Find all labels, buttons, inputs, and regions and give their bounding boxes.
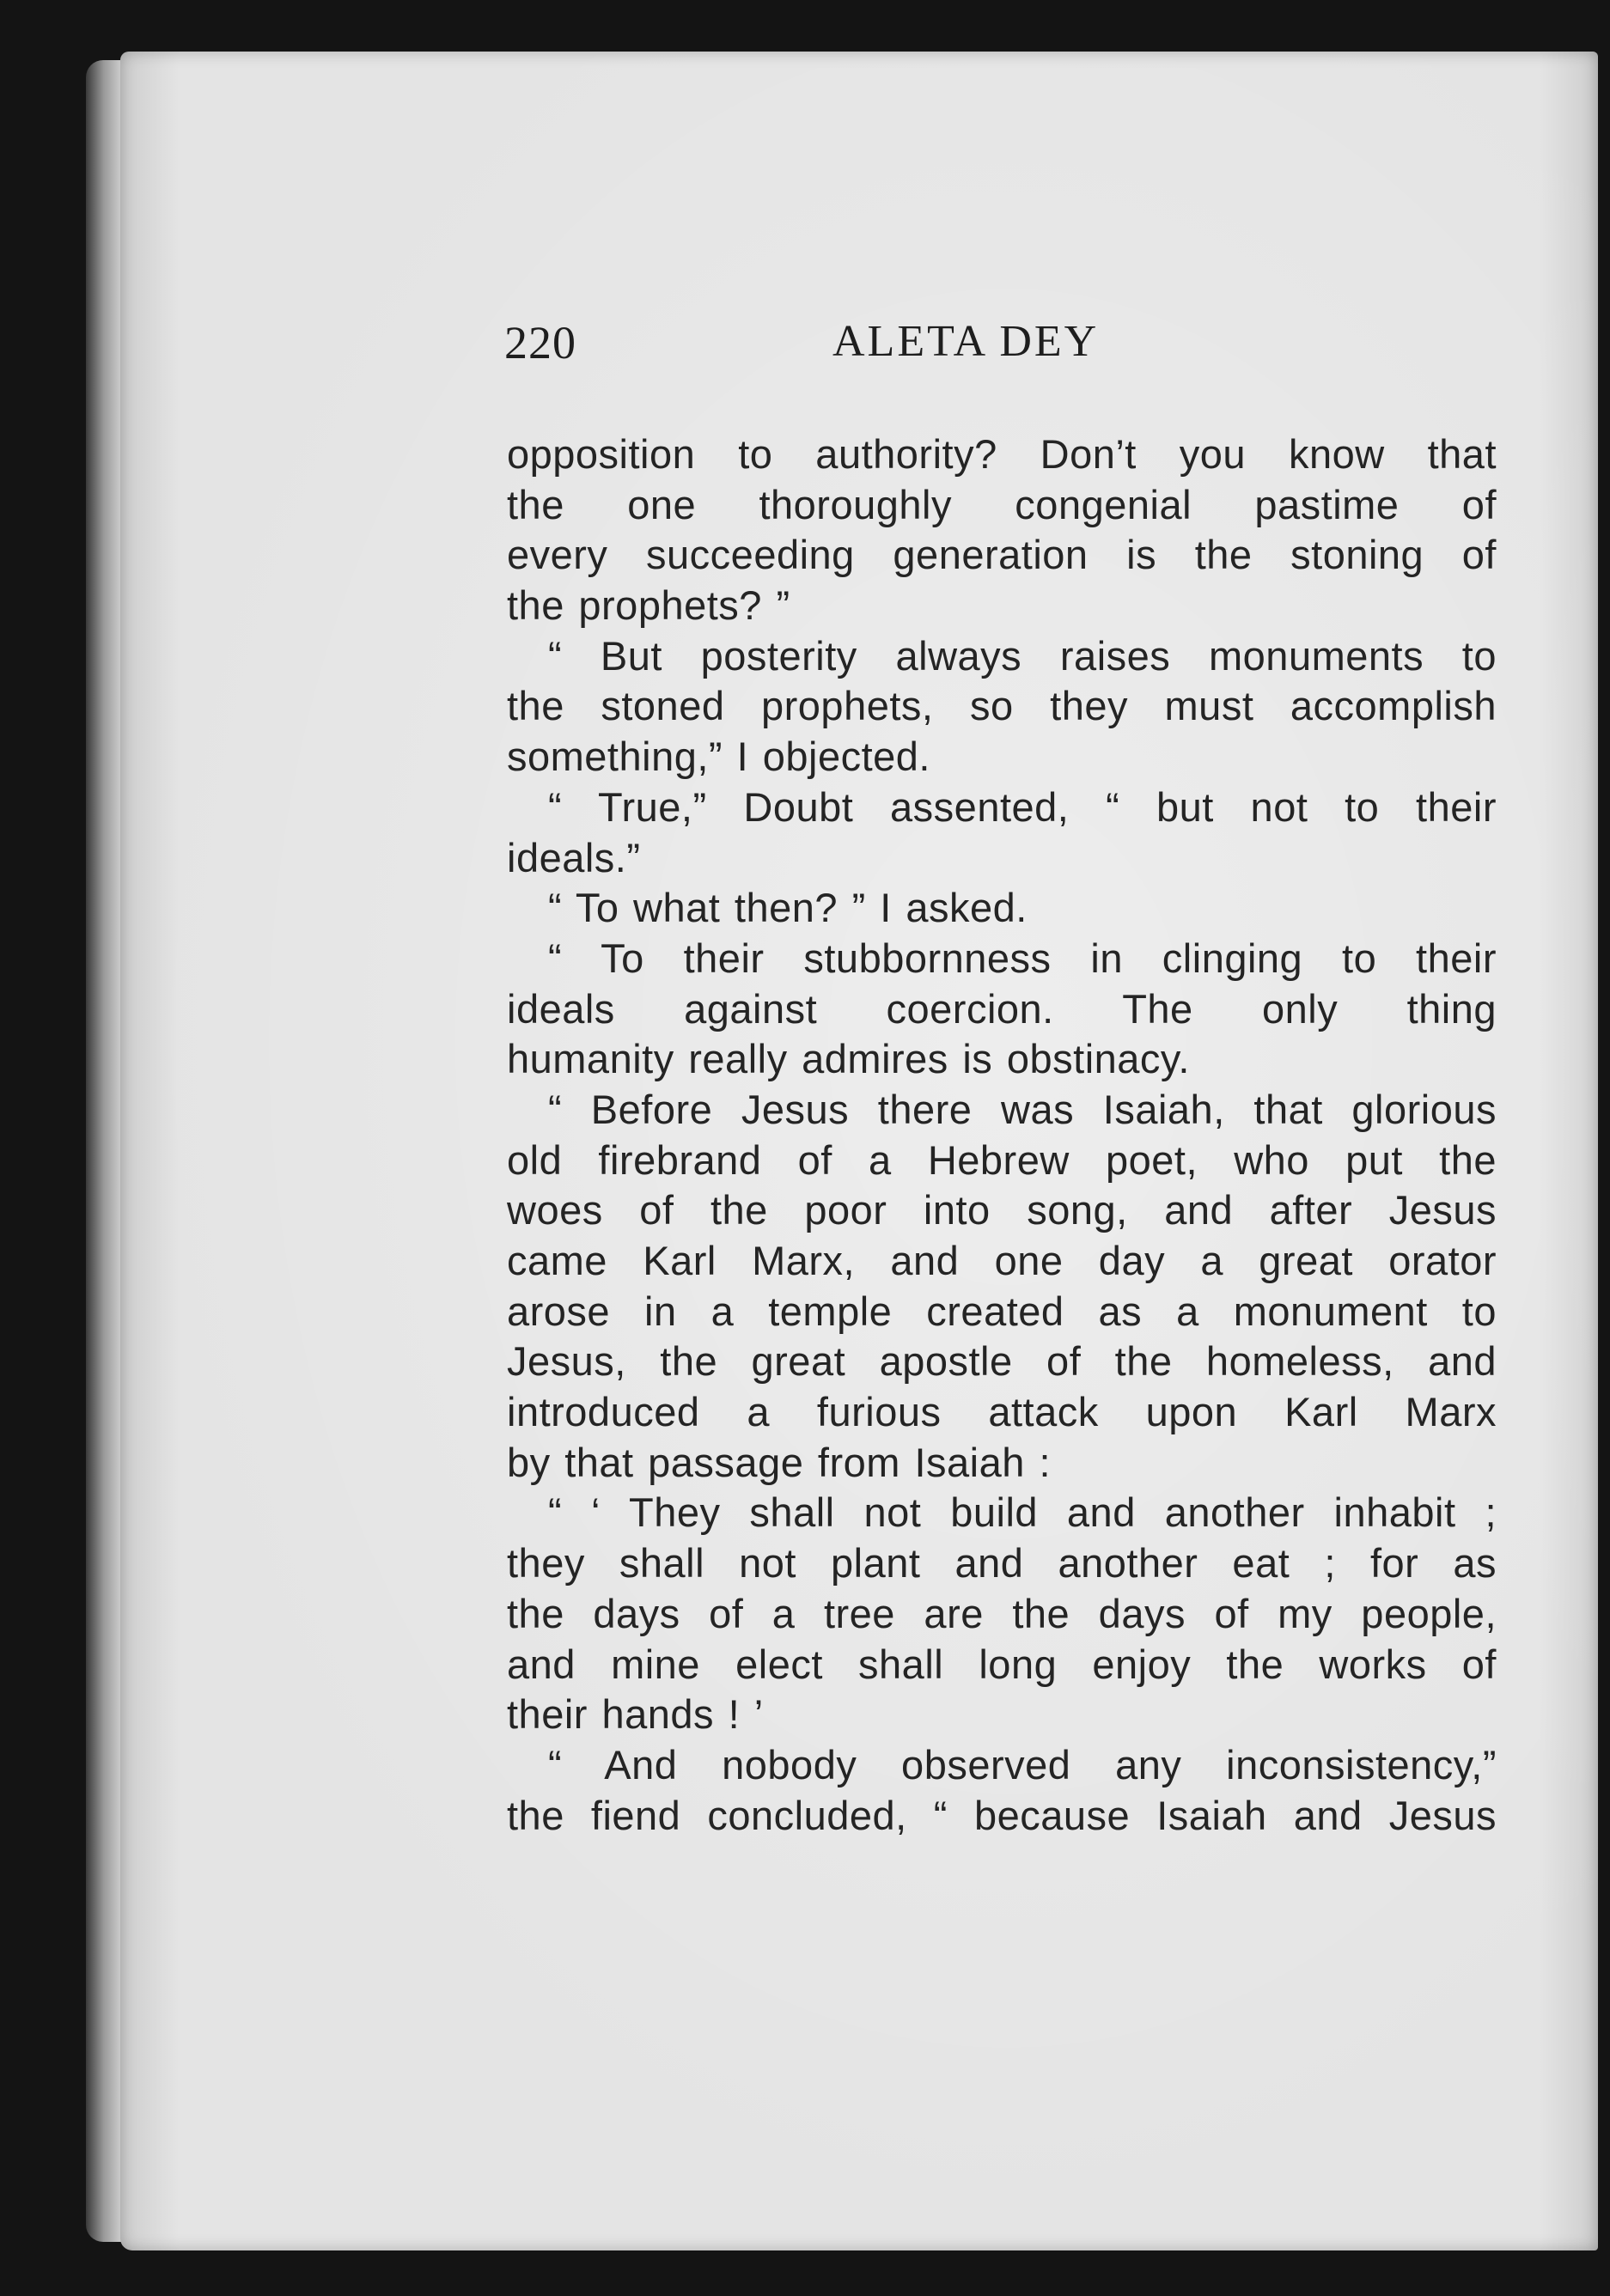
text-line: the fiend concluded, “ because Isaiah and Jesus [507, 1792, 1497, 1838]
text-line: the stoned prophets, so they must accomplish [507, 683, 1497, 729]
text-line: “ But posterity always raises monuments to [548, 632, 1497, 679]
text-line: ideals against coercion. The only thing [507, 985, 1497, 1032]
text-line: and mine elect shall long enjoy the works of [507, 1641, 1497, 1687]
text-line: the prophets? ” [507, 582, 790, 629]
text-line: introduced a furious attack upon Karl Marx [507, 1389, 1497, 1435]
text-line: “ True,” Doubt assented, “ but not to their [548, 783, 1497, 830]
page-number: 220 [504, 317, 576, 368]
text-line: “ Before Jesus there was Isaiah, that glorious [548, 1086, 1497, 1132]
text-line: opposition to authority? Don’t you know that [507, 431, 1497, 477]
text-line: their hands ! ’ [507, 1691, 764, 1738]
text-line: the one thoroughly congenial pastime of [507, 481, 1497, 527]
page-header [504, 316, 1192, 385]
body-text [507, 429, 1497, 1841]
text-line: every succeeding generation is the stoning of [507, 532, 1497, 578]
text-line: humanity really admires is obstinacy. [507, 1036, 1190, 1082]
text-line: “ And nobody observed any inconsistency,” [548, 1741, 1497, 1787]
text-line: Jesus, the great apostle of the homeless, and [507, 1338, 1497, 1385]
text-line: woes of the poor into song, and after Jesus [507, 1187, 1497, 1233]
text-line: arose in a temple created as a monument to [507, 1288, 1497, 1334]
text-line: “ ‘ They shall not build and another inhabit ; [548, 1489, 1497, 1536]
text-line: old firebrand of a Hebrew poet, who put the [507, 1136, 1497, 1183]
text-line: “ To what then? ” I asked. [548, 885, 1028, 931]
text-line: the days of a tree are the days of my people, [507, 1590, 1497, 1636]
text-line: they shall not plant and another eat ; for as [507, 1540, 1497, 1586]
text-line: ideals.” [507, 834, 641, 880]
text-line: came Karl Marx, and one day a great orator [507, 1238, 1497, 1283]
running-title: ALETA DEY [832, 317, 1100, 366]
text-line: something,” I objected. [507, 734, 930, 780]
text-line: “ To their stubbornness in clinging to their [548, 935, 1497, 981]
text-line: by that passage from Isaiah : [507, 1439, 1051, 1485]
